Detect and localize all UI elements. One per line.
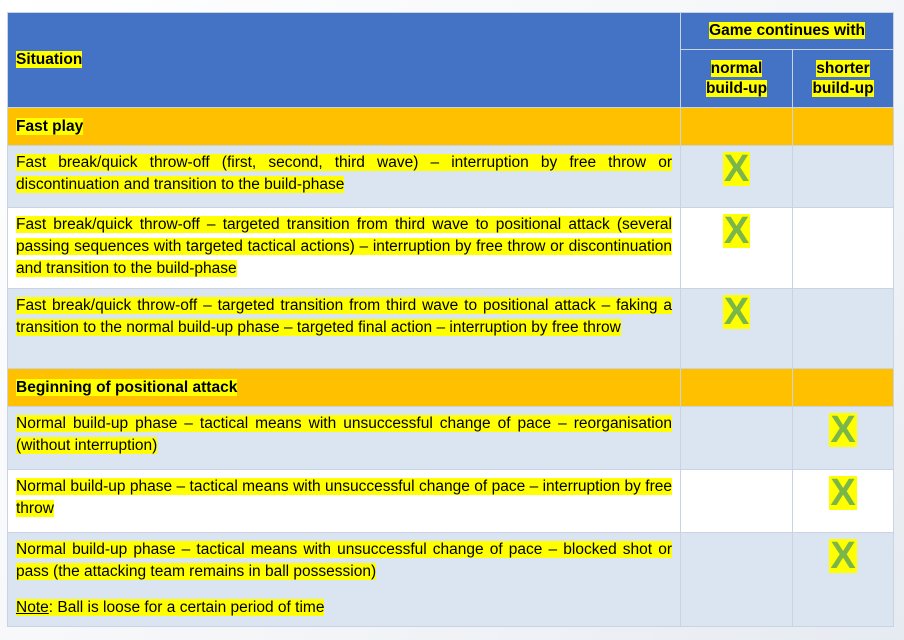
note-label: Note	[16, 599, 49, 616]
normal-build-up-label: build-up	[705, 79, 768, 97]
table-row	[8, 146, 894, 208]
shorter-build-up-header	[793, 50, 894, 108]
shorter-mark-cell	[793, 470, 894, 533]
row-text-cell	[8, 289, 681, 369]
check-x-mark: X	[723, 148, 750, 190]
row-text-cell	[8, 146, 681, 208]
table-row	[8, 533, 894, 627]
normal-mark-cell	[681, 208, 793, 289]
section-empty-cell	[681, 369, 793, 407]
section-empty-cell	[681, 108, 793, 146]
section-row-fast-play	[8, 108, 894, 146]
row-text-cell	[8, 470, 681, 533]
check-x-mark: X	[723, 291, 750, 333]
row-text: Normal build-up phase – tactical means with unsuccessful change of pace – blocked shot or pass (the attacking team remains in ball possession)	[16, 541, 672, 580]
note-line	[16, 597, 672, 619]
game-continues-header-cell	[681, 13, 894, 50]
situation-table	[7, 12, 894, 627]
check-x-mark: X	[830, 409, 856, 451]
shorter-label: shorter	[816, 59, 870, 77]
shorter-mark-cell	[793, 208, 894, 289]
table-row	[8, 407, 894, 470]
game-continues-header: Game continues with	[709, 22, 865, 39]
row-text: Fast break/quick throw-off – targeted transition from third wave to positional attack – faking a transition to the normal build-up phase – targeted final action – interruption by free throw	[16, 297, 672, 336]
section-title-cell	[8, 369, 681, 407]
normal-mark-cell	[681, 146, 793, 208]
row-text: Fast break/quick throw-off (first, second, third wave) – interruption by free throw or discontinuation and transition to the build-phase	[16, 154, 672, 193]
shorter-mark-cell	[793, 407, 894, 470]
shorter-mark-cell	[793, 289, 894, 369]
situation-header: Situation	[16, 51, 83, 68]
row-text-cell	[8, 208, 681, 289]
check-x-mark: X	[830, 535, 856, 577]
shorter-mark-cell	[793, 146, 894, 208]
normal-mark-cell	[681, 407, 793, 470]
table-row	[8, 289, 894, 369]
row-text: Normal build-up phase – tactical means with unsuccessful change of pace – interruption by free throw	[16, 478, 672, 517]
table-row	[8, 470, 894, 533]
shorter-mark-cell	[793, 533, 894, 627]
table-row	[8, 208, 894, 289]
note-text: : Ball is loose for a certain period of time	[48, 599, 325, 616]
header-row-top	[8, 13, 894, 50]
check-x-mark: X	[723, 210, 750, 252]
row-text: Fast break/quick throw-off – targeted transition from third wave to positional attack (several passing sequences with targeted tactical actions) – interruption by free throw or discontinuation and transition to the build-phase	[16, 216, 672, 277]
section-title-cell	[8, 108, 681, 146]
normal-mark-cell	[681, 470, 793, 533]
section-empty-cell	[793, 108, 894, 146]
situation-header-cell	[8, 13, 681, 108]
section-empty-cell	[793, 369, 894, 407]
shorter-build-up-label: build-up	[812, 79, 874, 97]
normal-build-up-header	[681, 50, 793, 108]
row-text-cell	[8, 407, 681, 470]
check-x-mark: X	[830, 472, 856, 514]
normal-mark-cell	[681, 533, 793, 627]
row-text-cell	[8, 533, 681, 627]
section-title-positional-attack: Beginning of positional attack	[16, 378, 238, 396]
section-row-positional-attack	[8, 369, 894, 407]
section-title-fast-play: Fast play	[16, 117, 84, 135]
normal-mark-cell	[681, 289, 793, 369]
row-text: Normal build-up phase – tactical means with unsuccessful change of pace – reorganisation (without interruption)	[16, 415, 672, 454]
normal-label: normal	[710, 59, 763, 77]
